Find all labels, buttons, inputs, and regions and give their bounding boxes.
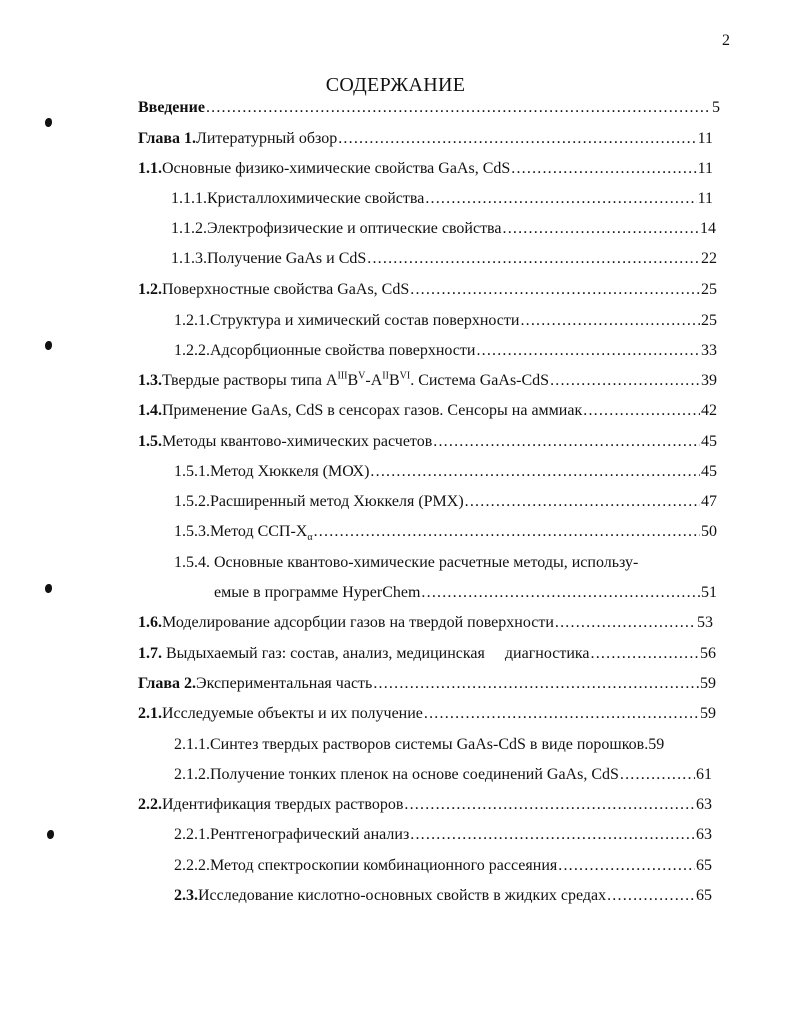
- toc-entry-number: 1.5.3.: [174, 523, 210, 540]
- toc-entry-title: Метод ССП-$X_\alpha$: [210, 523, 313, 544]
- toc-leader-dots: [314, 521, 700, 543]
- toc-entry: [174, 855, 712, 877]
- toc-entry-page: 5: [712, 99, 720, 116]
- toc-leader-dots: [583, 400, 700, 422]
- toc-leader-dots: [373, 673, 699, 695]
- toc-leader-dots: [410, 824, 695, 846]
- toc-leader-dots: [410, 279, 700, 301]
- toc-entry-page: 59: [700, 675, 716, 692]
- toc-entry-title: Метод спектроскопии комбинационного рассеяния: [210, 857, 558, 874]
- toc-entry-title: Структура и химический состав поверхности: [210, 312, 520, 329]
- toc-entry: [174, 552, 638, 574]
- toc-entry-number: 1.5.2.: [174, 493, 210, 510]
- toc-entry-number: 2.2.1.: [174, 826, 210, 843]
- toc-leader-dots: [503, 218, 700, 240]
- toc-entry: [174, 310, 717, 332]
- toc-entry: [138, 279, 717, 301]
- toc-leader-dots: [421, 582, 700, 604]
- toc-leader-dots: [206, 97, 711, 119]
- toc-entry: [174, 491, 717, 513]
- toc-entry-page: 59: [700, 705, 716, 722]
- page-title: СОДЕРЖАНИЕ: [325, 74, 466, 96]
- toc-entry-page: 33: [701, 342, 717, 359]
- toc-entry-number: 1.1.2.: [171, 220, 207, 237]
- toc-leader-dots: [550, 370, 700, 392]
- toc-entry-number: 1.3.: [138, 372, 162, 389]
- toc-entry-page: 61: [696, 766, 712, 783]
- toc-entry: [138, 643, 716, 665]
- toc-leader-dots: [465, 491, 700, 513]
- toc-entry-title: Синтез твердых растворов системы GaAs-CdS в виде порошков.: [210, 736, 649, 753]
- toc-entry-number: Введение: [138, 99, 205, 116]
- toc-entry-page: 63: [696, 826, 712, 843]
- toc-entry: [174, 340, 717, 362]
- toc-entry-page: 65: [696, 887, 712, 904]
- toc-entry-title: Основные физико-химические свойства GaAs, CdS: [162, 160, 511, 177]
- toc-entry: [138, 612, 713, 634]
- toc-leader-dots: [591, 643, 699, 665]
- toc-entry-title: Экспериментальная часть: [196, 675, 373, 692]
- toc-leader-dots: [425, 188, 696, 210]
- toc-entry: [138, 128, 713, 150]
- toc-entry-title: Получение GaAs и CdS: [207, 250, 367, 267]
- toc-leader-dots: [558, 855, 695, 877]
- toc-entry-page: 63: [696, 796, 712, 813]
- toc-entry-title: Методы квантово-химических расчетов: [162, 433, 433, 450]
- toc-entry-title: Твердые растворы типа $A^{III}B^V-A^{II}B^{VI}$. Система GaAs-CdS: [162, 370, 550, 389]
- toc-entry-title: Литературный обзор: [196, 130, 338, 147]
- toc-leader-dots: [370, 461, 700, 483]
- toc-entry: [138, 400, 717, 422]
- toc-entry-number: 2.2.2.: [174, 857, 210, 874]
- toc-entry-page: 14: [700, 220, 716, 237]
- toc-leader-dots: [511, 158, 696, 180]
- toc-entry-number: 1.5.: [138, 433, 162, 450]
- toc-entry-number: 1.1.1.: [171, 190, 207, 207]
- toc-entry: [174, 521, 717, 543]
- toc-entry: [138, 97, 720, 119]
- toc-entry-page: 25: [701, 281, 717, 298]
- toc-entry-number: 2.1.2.: [174, 766, 210, 783]
- toc-entry-title: Метод Хюккеля (МОХ): [210, 463, 370, 480]
- toc-entry-number: 1.2.2.: [174, 342, 210, 359]
- toc-entry-continuation: [214, 582, 717, 604]
- toc-entry-number: 2.2.: [138, 796, 162, 813]
- toc-entry-number: 1.2.1.: [174, 312, 210, 329]
- toc-entry: [138, 673, 716, 695]
- toc-entry-number: Глава 1.: [138, 130, 196, 147]
- toc-entry-number: 2.3.: [174, 887, 198, 904]
- toc-entry: [174, 734, 719, 756]
- toc-entry-page: 59: [648, 736, 665, 753]
- binding-hole-mark: [45, 584, 52, 593]
- toc-entry-page: 50: [701, 523, 717, 540]
- toc-entry-title: Расширенный метод Хюккеля (РМХ): [210, 493, 464, 510]
- toc-leader-dots: [338, 128, 696, 150]
- toc-entry-title: Кристаллохимические свойства: [207, 190, 425, 207]
- toc-entry: [138, 370, 717, 392]
- toc-entry-title: емые в программе HyperChem: [214, 584, 421, 601]
- toc-entry: [138, 158, 713, 180]
- toc-entry-page: 42: [701, 402, 717, 419]
- toc-entry-page: 11: [697, 160, 713, 177]
- toc-entry-page: 39: [701, 372, 717, 389]
- toc-leader-dots: [476, 340, 700, 362]
- toc-entry-number: Глава 2.: [138, 675, 196, 692]
- toc-entry-page: 47: [701, 493, 717, 510]
- toc-entry-title: Рентгенографический анализ: [210, 826, 410, 843]
- binding-hole-mark: [47, 830, 54, 839]
- toc-entry-number: 1.7.: [138, 645, 162, 662]
- toc-entry-page: 45: [701, 463, 717, 480]
- toc-leader-dots: [424, 703, 699, 725]
- page-number: 2: [722, 32, 730, 49]
- toc-entry-page: 53: [697, 614, 713, 631]
- toc-entry-page: 25: [701, 312, 717, 329]
- toc-entry-title: Выдыхаемый газ: состав, анализ, медицинская диагностика: [162, 645, 590, 662]
- toc-entry-number: 1.5.4.: [174, 554, 210, 571]
- toc-leader-dots: [404, 794, 695, 816]
- toc-entry-title: Применение GaAs, CdS в сенсорах газов. Сенсоры на аммиак: [162, 402, 583, 419]
- toc-entry-number: 2.1.1.: [174, 736, 210, 753]
- toc-entry-page: 51: [701, 584, 717, 601]
- toc-leader-dots: [520, 310, 700, 332]
- toc-entry: [138, 794, 712, 816]
- toc-entry-title: Адсорбционные свойства поверхности: [210, 342, 476, 359]
- toc-entry-title: Моделирование адсорбции газов на твердой поверхности: [162, 614, 554, 631]
- toc-leader-dots: [620, 764, 695, 786]
- toc-leader-dots: [555, 612, 696, 634]
- toc-entry-title: Исследуемые объекты и их получение: [162, 705, 423, 722]
- toc-entry-title: Исследование кислотно-основных свойств в жидких средах: [198, 887, 607, 904]
- toc-entry: [171, 218, 716, 240]
- toc-entry-title: Поверхностные свойства GaAs, CdS: [162, 281, 410, 298]
- toc-entry-number: 1.1.: [138, 160, 162, 177]
- toc-entry-title: Идентификация твердых растворов: [162, 796, 404, 813]
- toc-entry-page: 45: [701, 433, 717, 450]
- toc-entry: [171, 248, 717, 270]
- toc-entry: [174, 824, 712, 846]
- toc-entry-title: Получение тонких пленок на основе соединений GaAs, CdS: [210, 766, 619, 783]
- toc-entry-page: 11: [697, 190, 713, 207]
- toc-entry-page: 65: [696, 857, 712, 874]
- toc-leader-dots: [607, 885, 695, 907]
- toc-entry-number: 1.1.3.: [171, 250, 207, 267]
- toc-entry-page: 22: [701, 250, 717, 267]
- toc-entry-number: 1.2.: [138, 281, 162, 298]
- toc-entry: [174, 764, 712, 786]
- toc-entry-title: Электрофизические и оптические свойства: [207, 220, 502, 237]
- toc-entry: [174, 885, 712, 907]
- toc-entry-number: 2.1.: [138, 705, 162, 722]
- binding-hole-mark: [45, 341, 52, 350]
- toc-entry-page: 11: [697, 130, 713, 147]
- toc-entry: [171, 188, 713, 210]
- toc-entry-title: Основные квантово-химические расчетные методы, использу-: [210, 554, 639, 571]
- toc-leader-dots: [433, 431, 700, 453]
- toc-entry: [138, 703, 716, 725]
- toc-entry-page: 56: [700, 645, 716, 662]
- toc-entry-number: 1.6.: [138, 614, 162, 631]
- toc-entry-number: 1.5.1.: [174, 463, 210, 480]
- toc-leader-dots: [367, 248, 700, 270]
- binding-hole-mark: [45, 118, 52, 127]
- toc-entry-number: 1.4.: [138, 402, 162, 419]
- toc-entry: [138, 431, 717, 453]
- toc-entry: [174, 461, 717, 483]
